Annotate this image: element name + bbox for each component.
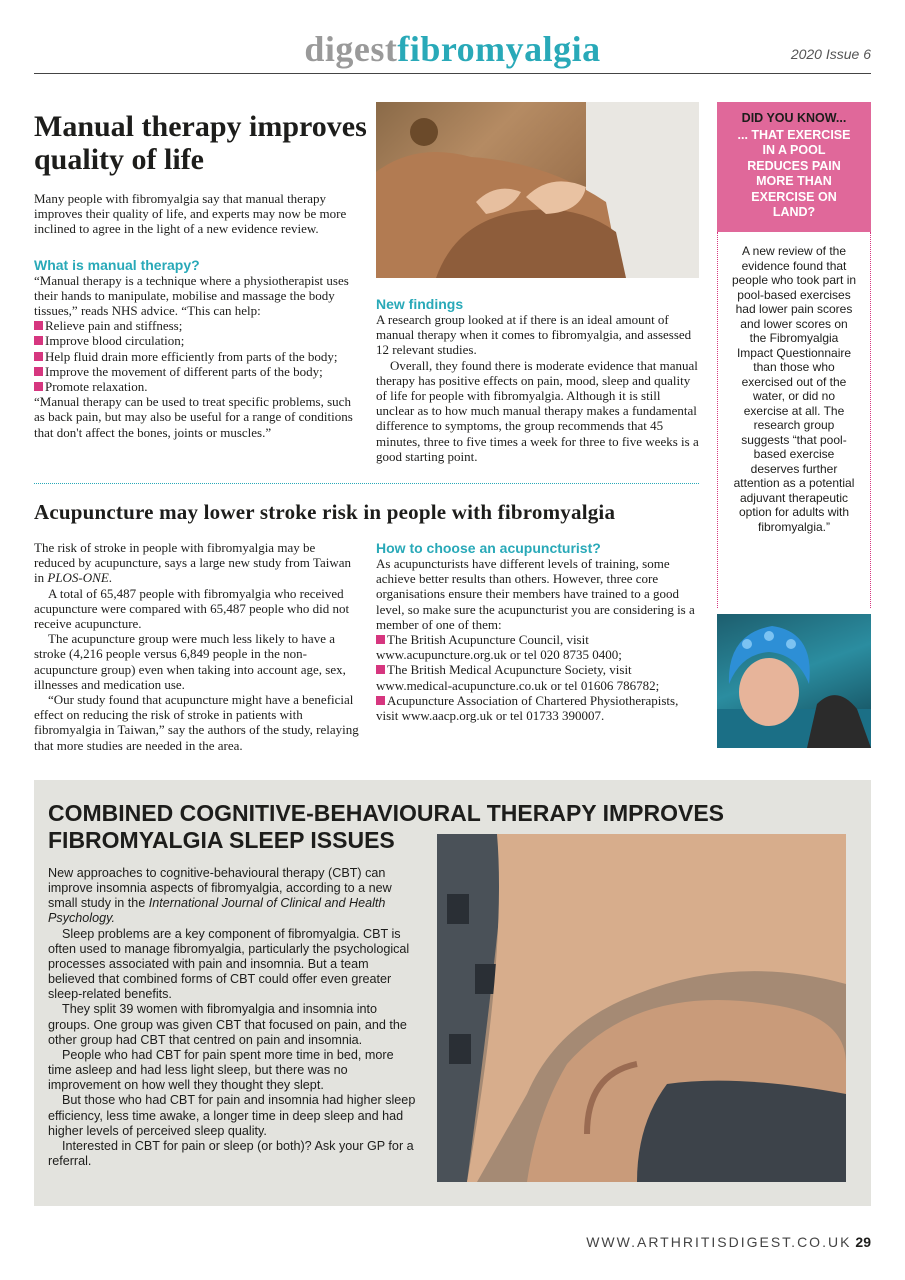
findings-paragraph-1: A research group looked at if there is an ideal amount of manual therapy when it comes to fibromyalgia, and assessed 12 relevant studies.	[376, 312, 692, 358]
cbt-paragraph-4: People who had CBT for pain spent more time in bed, more time asleep and had less light sleep, but there was no improvement on how well they thought they slept.	[48, 1047, 394, 1093]
manual-therapy-quote-intro: “Manual therapy is a technique where a physiotherapist uses their hands to manipulate, mobilise and massage the body tissues,” reads NHS advice. “This can help:	[34, 272, 349, 319]
list-item: Acupuncture Association of Chartered Physiotherapists, visit www.aacp.org.uk or tel 01733 390007.	[376, 692, 679, 724]
list-item: The British Acupuncture Council, visit www.acupuncture.org.uk or tel 020 8735 0400;	[376, 632, 622, 663]
sleeping-person-photo	[437, 834, 846, 1182]
footer-url: WWW.ARTHRITISDIGEST.CO.UK	[586, 1234, 852, 1250]
page-number: 29	[855, 1234, 871, 1250]
magazine-masthead	[0, 28, 905, 70]
page-footer	[586, 1234, 871, 1250]
did-you-know-title: DID YOU KNOW...	[741, 111, 847, 125]
pink-square-bullet-icon	[34, 367, 43, 376]
pink-square-bullet-icon	[34, 321, 43, 330]
masthead-word-digest: digest	[304, 29, 398, 69]
cbt-paragraph-1: New approaches to cognitive-behavioural therapy (CBT) can improve insomnia aspects of fibromyalgia, according to a new small study in the International Journal of Clinical and Health Psychology.	[48, 866, 392, 926]
sleeping-illustration	[437, 834, 846, 1182]
header-divider	[34, 73, 871, 74]
issue-label: 2020 Issue 6	[790, 46, 871, 62]
section-divider	[34, 483, 699, 484]
cbt-paragraph-6: Interested in CBT for pain or sleep (or both)? Ask your GP for a referral.	[48, 1138, 414, 1168]
list-item: Promote relaxation.	[34, 379, 359, 394]
cbt-paragraph-3: They split 39 women with fibromyalgia and insomnia into groups. One group was given CBT that focused on pain, and the other group had CBT that centred on pain and insomnia.	[48, 1002, 407, 1047]
pink-square-bullet-icon	[376, 696, 385, 705]
cbt-headline: COMBINED COGNITIVE-BEHAVIOURAL THERAPY IMPROVES FIBROMYALGIA SLEEP ISSUES	[48, 800, 725, 853]
manual-therapy-column-2	[376, 296, 700, 464]
cbt-paragraph-2: Sleep problems are a key component of fibromyalgia. CBT is often used to manage fibromyalgia, particularly the psychological processes associated with pain and insomnia. But a team believed that combined forms of CBT could offer even greater sleep-related benefits.	[48, 926, 410, 1002]
findings-paragraph-2: Overall, they found there is moderate evidence that manual therapy has positive effects on pain, mood, sleep and quality of life for people with fibromyalgia. Although it is still unclear as to how much manual therapy makes a fundamental difference to symptoms, the group recommends that 45 minutes, three to five times a week for three to five weeks is a good starting point.	[376, 357, 699, 464]
subheading-choose-acupuncturist: How to choose an acupuncturist?	[376, 540, 601, 556]
massage-photo	[376, 102, 699, 278]
journal-name: PLOS-ONE	[47, 570, 109, 586]
cbt-body	[48, 866, 418, 1169]
list-item: Help fluid drain more efficiently from parts of the body;	[34, 349, 359, 364]
acupuncture-paragraph-1: The risk of stroke in people with fibromyalgia may be reduced by acupuncture, says a large new study from Taiwan in PLOS-ONE.	[34, 540, 352, 586]
swimmer-illustration	[717, 614, 871, 748]
acupuncture-paragraph-2: A total of 65,487 people with fibromyalgia who received acupuncture were compared with 65,487 people who did not receive acupuncture.	[34, 585, 350, 632]
acupuncture-column-2	[376, 540, 701, 723]
organisation-list	[376, 632, 701, 723]
sidebar-body: A new review of the evidence found that people who took part in pool-based exercises had lower pain scores and lower scores on the Fibromyalgia Impact Questionnaire than those who exercised out of the water, or did no exercise at all. The research group suggests “that pool-based exercise deserves further attention as a potential adjuvant therapeutic option for adults with fibromyalgia.”	[731, 244, 857, 534]
did-you-know-fact: ... THAT EXERCISE IN A POOL REDUCES PAIN MORE THAN EXERCISE ON LAND?	[737, 128, 851, 220]
cbt-paragraph-5: But those who had CBT for pain and insomnia had higher sleep efficiency, less time awake, a longer time in deep sleep and had higher levels of perceived sleep quality.	[48, 1093, 416, 1138]
subheading-new-findings: New findings	[376, 296, 464, 312]
list-item: Improve blood circulation;	[34, 333, 359, 348]
did-you-know-box	[717, 102, 871, 232]
pink-square-bullet-icon	[34, 382, 43, 391]
manual-therapy-bullet-list	[34, 318, 359, 394]
manual-therapy-headline: Manual therapy improves quality of life	[34, 110, 367, 176]
list-item: Improve the movement of different parts of the body;	[34, 364, 359, 379]
pink-square-bullet-icon	[376, 635, 385, 644]
list-item: Relieve pain and stiffness;	[34, 318, 359, 333]
pink-square-bullet-icon	[34, 352, 43, 361]
manual-therapy-quote-end: “Manual therapy can be used to treat specific problems, such as back pain, but may also be useful for a range of conditions that don't affect the bones, joints or muscles.”	[34, 394, 353, 440]
acupuncture-headline: Acupuncture may lower stroke risk in people with fibromyalgia	[34, 500, 616, 524]
acupuncture-column-1	[34, 540, 359, 753]
acupuncture-paragraph-4: “Our study found that acupuncture might have a beneficial effect on reducing the risk of stroke in patients with fibromyalgia in Taiwan,” say the authors of the study, relaying that more studies are needed in the area.	[34, 692, 359, 753]
list-item: The British Medical Acupuncture Society, visit www.medical-acupuncture.co.uk or tel 01606 786782;	[376, 662, 660, 693]
manual-therapy-intro: Many people with fibromyalgia say that manual therapy improves their quality of life, and experts may now be more inclined to agree in the light of a new evidence review.	[34, 191, 347, 237]
swimmer-photo	[717, 614, 871, 748]
subheading-what-is-manual-therapy: What is manual therapy?	[34, 256, 200, 273]
massage-illustration	[376, 102, 699, 278]
pink-square-bullet-icon	[34, 336, 43, 345]
journal-name: International Journal of Clinical and Health Psychology.	[48, 896, 386, 926]
manual-therapy-column-1	[34, 191, 359, 440]
masthead-word-fibromyalgia: fibromyalgia	[397, 29, 601, 69]
pink-square-bullet-icon	[376, 665, 385, 674]
acupuncture-paragraph-3: The acupuncture group were much less likely to have a stroke (4,216 people versus 6,849 people in the non-acupuncture group) even when taking into account age, sex, illnesses and medication use.	[34, 631, 346, 692]
choose-acupuncturist-paragraph: As acupuncturists have different levels of training, some achieve better results than others. However, three core organisations ensure their members have trained to a good level, so make sure the acupuncturist you are considering is a member of one of them:	[376, 556, 695, 632]
